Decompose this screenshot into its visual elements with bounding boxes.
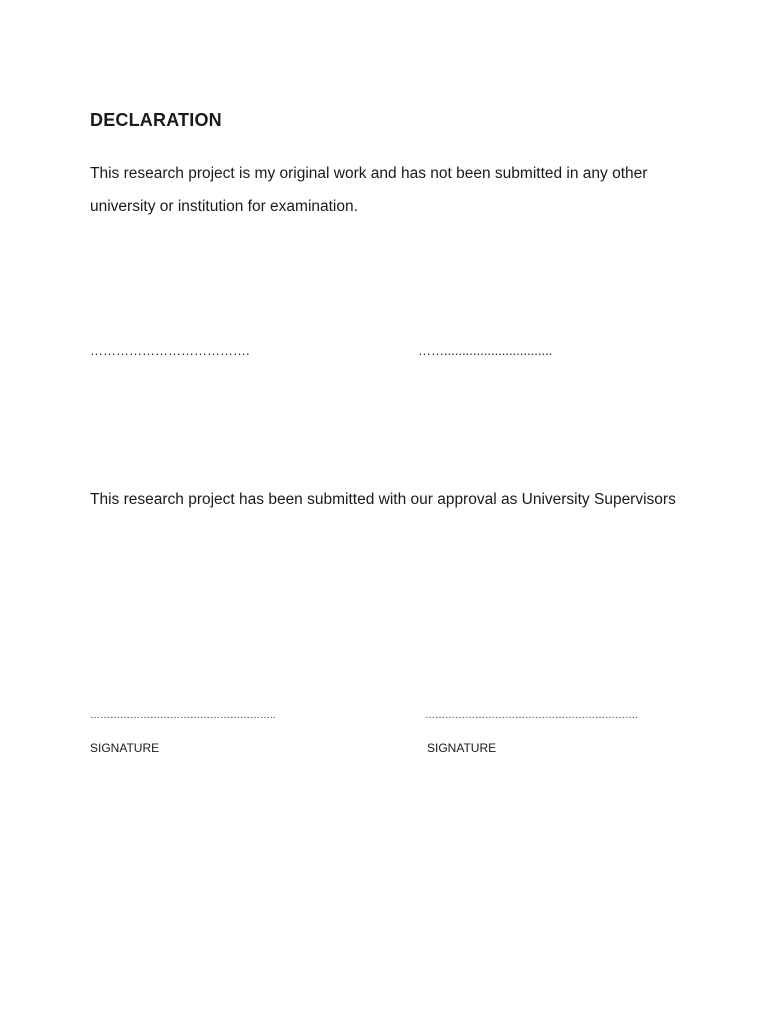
supervisor-1-signature-label: SIGNATURE (90, 741, 160, 755)
page-title: DECLARATION (90, 110, 222, 130)
supervisor-approval-text: This research project has been submitted with our approval as University Supervisors (90, 491, 676, 508)
supervisor-2-signature-label: SIGNATURE (427, 741, 497, 755)
student-signature-line: ………………………………. (90, 343, 250, 358)
supervisor-1-signature-line: ……………………………………………….. (90, 710, 276, 721)
student-date-line: …….............................. (418, 343, 553, 358)
supervisor-2-signature-line: ………………………………………………………. (425, 710, 638, 721)
student-declaration-text: This research project is my original work and has not been submitted in any other university or institution for examination. (90, 165, 648, 215)
